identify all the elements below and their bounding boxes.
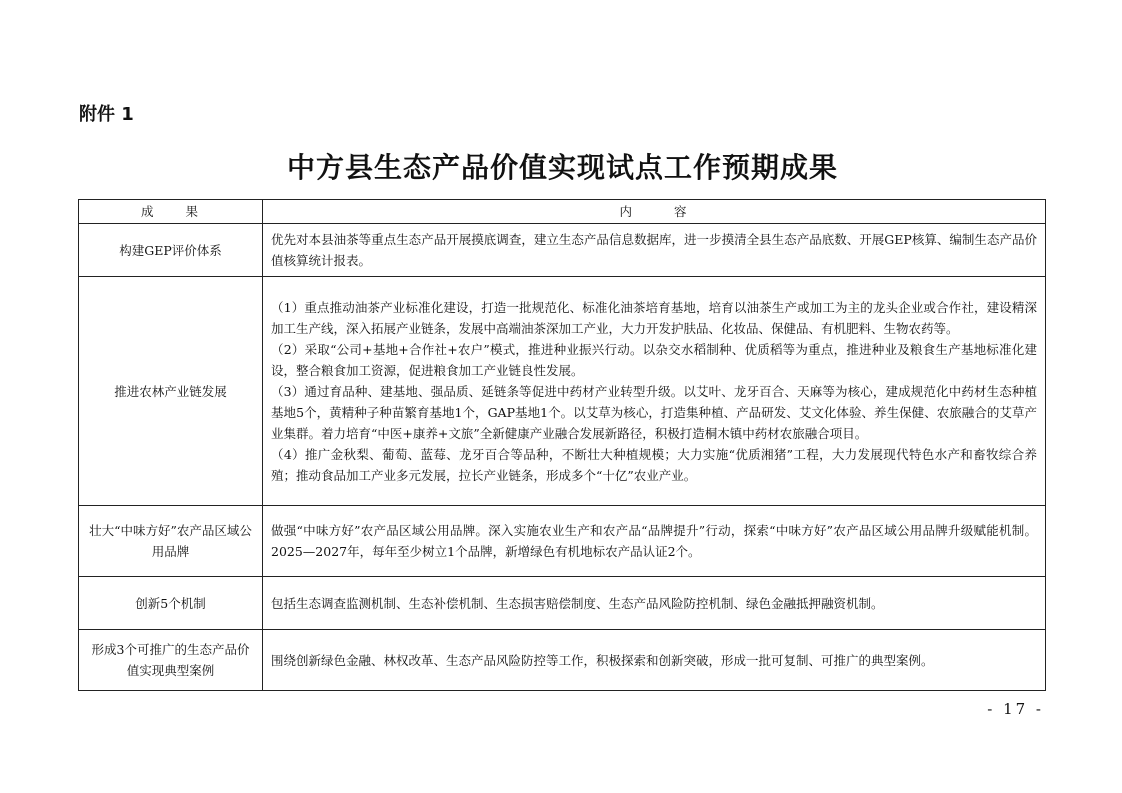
table-row bbox=[79, 506, 1046, 577]
outcome-cell: 创新5个机制 bbox=[79, 577, 263, 630]
table-row bbox=[79, 277, 1046, 506]
content-paragraph: （1）重点推动油茶产业标准化建设，打造一批规范化、标准化油茶培育基地，培育以油茶生产或加工为主的龙头企业或合作社，建设精深加工生产线，深入拓展产业链条，发展中高端油茶深加工产业，大力开发护肤品、化妆品、保健品、有机肥料、生物农药等。 bbox=[271, 299, 1037, 336]
content-paragraph: （4）推广金秋梨、葡萄、蓝莓、龙牙百合等品种，不断壮大种植规模；大力实施“优质湘猪”工程，大力发展现代特色水产和畜牧综合养殖；推动食品加工产业多元发展，拉长产业链条，形成多个“十亿”农业产业。 bbox=[271, 446, 1037, 483]
header-outcome-b: 果 bbox=[185, 204, 201, 219]
outcomes-table bbox=[78, 199, 1046, 691]
page-number: - 17 - bbox=[987, 700, 1044, 718]
table-row bbox=[79, 224, 1046, 277]
attachment-label: 附件 1 bbox=[79, 104, 134, 125]
content-cell: 做强“中味方好”农产品区域公用品牌。深入实施农业生产和农产品“品牌提升”行动，探索“中味方好”农产品区域公用品牌升级赋能机制。2025—2027年，每年至少树立1个品牌，新增绿色有机地标农产品认证2个。 bbox=[263, 506, 1046, 577]
outcome-cell: 形成3个可推广的生态产品价值实现典型案例 bbox=[79, 630, 263, 691]
content-cell: 优先对本县油茶等重点生态产品开展摸底调查，建立生态产品信息数据库，进一步摸清全县生态产品底数、开展GEP核算、编制生态产品价值核算统计报表。 bbox=[263, 224, 1046, 277]
table-row bbox=[79, 630, 1046, 691]
table-row bbox=[79, 577, 1046, 630]
outcome-cell: 壮大“中味方好”农产品区域公用品牌 bbox=[79, 506, 263, 577]
outcome-cell: 构建GEP评价体系 bbox=[79, 224, 263, 277]
header-outcome bbox=[79, 200, 263, 224]
outcome-cell: 推进农林产业链发展 bbox=[79, 277, 263, 506]
header-outcome-a: 成 bbox=[140, 204, 156, 219]
content-cell: 包括生态调查监测机制、生态补偿机制、生态损害赔偿制度、生态产品风险防控机制、绿色金融抵押融资机制。 bbox=[263, 577, 1046, 630]
header-content-b: 容 bbox=[674, 204, 689, 219]
header-content-a: 内 bbox=[619, 204, 634, 219]
table-header-row bbox=[79, 200, 1046, 224]
document-title: 中方县生态产品价值实现试点工作预期成果 bbox=[286, 151, 838, 184]
content-paragraph: （3）通过育品种、建基地、强品质、延链条等促进中药材产业转型升级。以艾叶、龙牙百合、天麻等为核心，建成规范化中药材生态种植基地5个，黄精种子种苗繁育基地1个，GAP基地1个。以艾草为核心，打造集种植、产品研发、艾文化体验、养生保健、农旅融合的艾草产业集群。着力培育“中医+康养+文旅”全新健康产业融合发展新路径，积极打造桐木镇中药材农旅融合项目。 bbox=[271, 383, 1037, 441]
header-content bbox=[263, 200, 1046, 224]
content-paragraph: （2）采取“公司+基地+合作社+农户”模式，推进种业振兴行动。以杂交水稻制种、优质稻等为重点，推进种业及粮食生产基地标准化建设，整合粮食加工资源，促进粮食加工产业链良性发展。 bbox=[271, 341, 1037, 378]
content-cell bbox=[263, 277, 1046, 506]
content-cell: 围绕创新绿色金融、林权改革、生态产品风险防控等工作，积极探索和创新突破，形成一批可复制、可推广的典型案例。 bbox=[263, 630, 1046, 691]
